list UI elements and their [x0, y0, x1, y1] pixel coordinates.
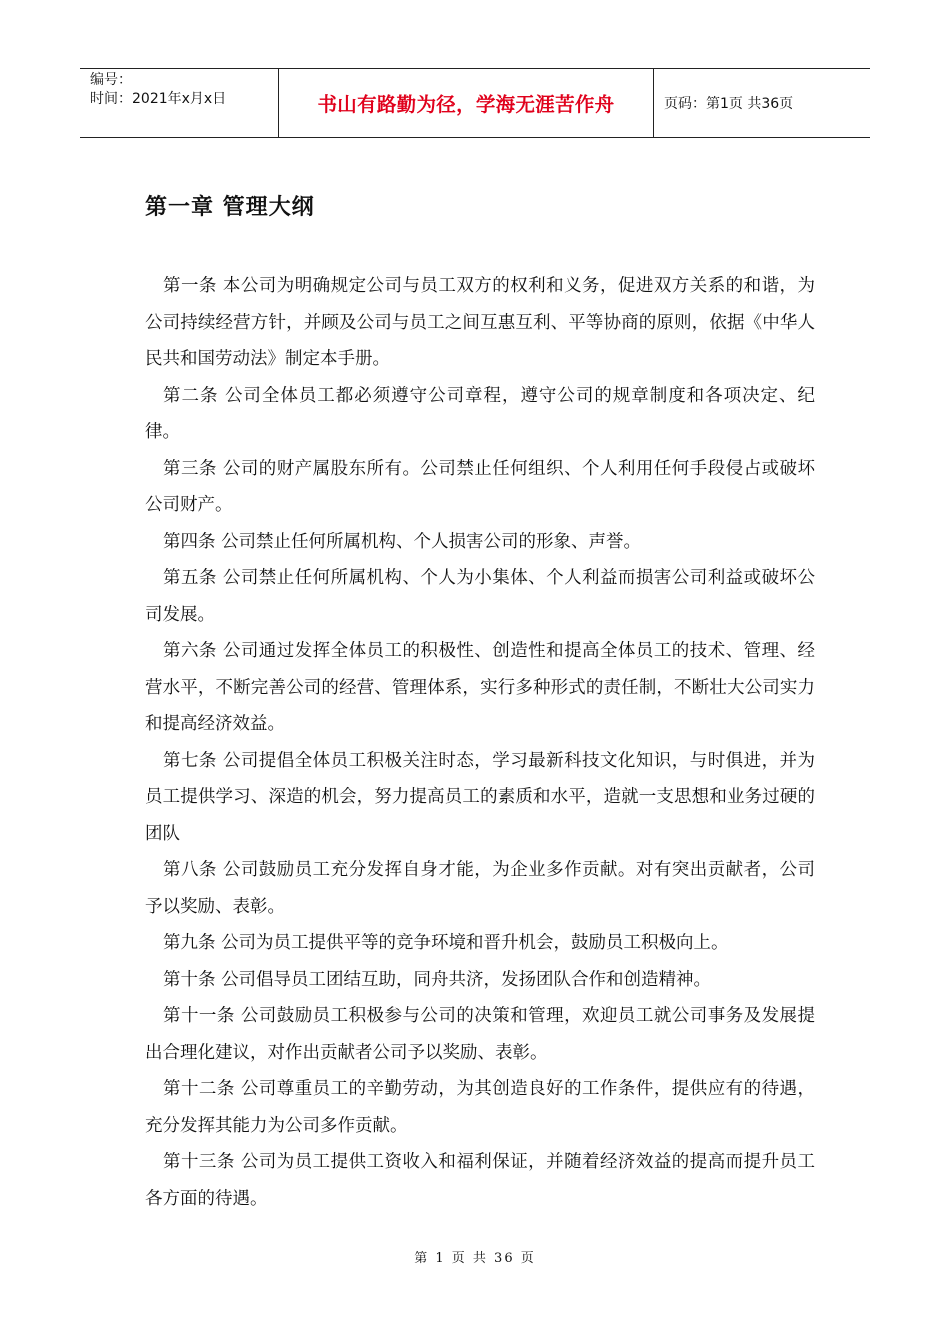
chapter-title: 第一章 管理大纲	[145, 195, 315, 220]
header-info-cell	[80, 69, 279, 137]
header-page-label: 页码：第1页 共36页	[664, 96, 794, 112]
article-11: 第十一条 公司鼓励员工积极参与公司的决策和管理，欢迎员工就公司事务及发展提出合理化建议，对作出贡献者公司予以奖励、表彰。	[145, 1006, 815, 1063]
header-table	[80, 68, 870, 138]
article-6: 第六条 公司通过发挥全体员工的积极性、创造性和提高全体员工的技术、管理、经营水平，不断完善公司的经营、管理体系，实行多种形式的责任制，不断壮大公司实力和提高经济效益。	[145, 641, 815, 734]
document-body	[145, 268, 815, 1217]
article-13: 第十三条 公司为员工提供工资收入和福利保证，并随着经济效益的提高而提升员工各方面的待遇。	[145, 1152, 815, 1209]
article-3: 第三条 公司的财产属股东所有。公司禁止任何组织、个人利用任何手段侵占或破坏公司财产。	[145, 458, 815, 515]
article-10: 第十条 公司倡导员工团结互助，同舟共济，发扬团队合作和创造精神。	[163, 969, 712, 990]
document-number: 编号：	[90, 72, 132, 88]
article-4: 第四条 公司禁止任何所属机构、个人损害公司的形象、声誉。	[163, 531, 642, 552]
article-2: 第二条 公司全体员工都必须遵守公司章程，遵守公司的规章制度和各项决定、纪律。	[145, 385, 815, 442]
article-1: 第一条 本公司为明确规定公司与员工双方的权利和义务，促进双方关系的和谐，为公司持续经营方针，并顾及公司与员工之间互惠互利、平等协商的原则，依据《中华人民共和国劳动法》制定本手册。	[145, 276, 815, 369]
document-time: 时间：2021年x月x日	[90, 91, 227, 107]
article-9: 第九条 公司为员工提供平等的竞争环境和晋升机会，鼓励员工积极向上。	[163, 933, 729, 953]
article-7: 第七条 公司提倡全体员工积极关注时态，学习最新科技文化知识，与时俱进，并为员工提供学习、深造的机会，努力提高员工的素质和水平，造就一支思想和业务过硬的团队	[145, 750, 815, 844]
article-8: 第八条 公司鼓励员工充分发挥自身才能，为企业多作贡献。对有突出贡献者，公司予以奖励、表彰。	[145, 860, 815, 917]
article-5: 第五条 公司禁止任何所属机构、个人为小集体、个人利益而损害公司利益或破坏公司发展。	[145, 568, 815, 625]
page-footer: 第 1 页 共 36 页	[414, 1251, 536, 1266]
header-motto: 书山有路勤为径，学海无涯苦作舟	[279, 69, 654, 137]
article-12: 第十二条 公司尊重员工的辛勤劳动，为其创造良好的工作条件，提供应有的待遇，充分发挥其能力为公司多作贡献。	[145, 1079, 815, 1136]
